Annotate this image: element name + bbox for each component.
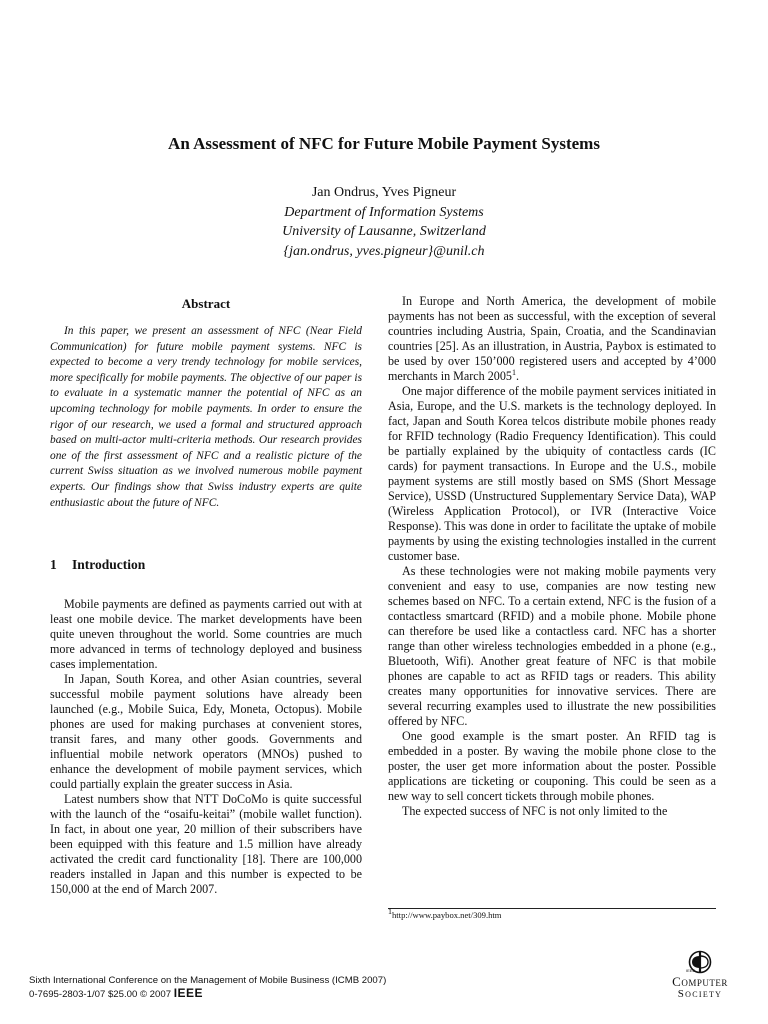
copyright-line — [29, 987, 386, 1001]
conference-footer — [29, 975, 386, 1001]
body-paragraph — [388, 294, 716, 384]
body-paragraph: One good example is the smart poster. An RFID tag is embedded in a poster. By waving the mobile phone close to the poster, the user get more information about the poster. Possible applications are ticketing or couponing. This could be seen as a new way to sell concert tickets through mobile phones. — [388, 729, 716, 803]
body-paragraph: Mobile payments are defined as payments carried out with at least one mobile device. The market developments have been quite uneven throughout the world. Some countries are much more advanced in terms of technology deployed and business cases implementation. — [50, 597, 362, 672]
conference-name: Sixth International Conference on the Management of Mobile Business (ICMB 2007) — [29, 975, 387, 986]
abstract-text: In this paper, we present an assessment of NFC (Near Field Communication) for future mobile payment systems. NFC is expected to become a very trendy technology for mobile services, more specifically for mobile payments. The objective of our paper is to evaluate in a systematic manner the potential of NFC as an upcoming technology for mobile payments. In order to ensure the rigor of our research, we used a formal and structured approach based on multi-actor multi-criteria methods. Our research provides one of the first assessment of NFC and a realistic picture of the current Swiss situation as we involved numerous mobile payment experts. Our findings show that Swiss industry experts are quite enthusiastic about the future of NFC. — [50, 325, 362, 509]
section-title: Introduction — [72, 557, 146, 573]
logo-line-computer: Computer — [672, 974, 728, 989]
ieee-wordmark: IEEE — [173, 986, 204, 1000]
computer-society-emblem-icon — [683, 950, 717, 974]
author-email: {jan.ondrus, yves.pigneur}@unil.ch — [283, 243, 485, 259]
paper-title: An Assessment of NFC for Future Mobile Payment Systems — [168, 134, 600, 153]
logo-line-society: Society — [677, 988, 723, 1000]
isbn-price: 0-7695-2803-1/07 $25.00 © 2007 — [29, 989, 172, 1000]
footnote-url: http://www.paybox.net/309.htm — [392, 910, 502, 920]
author-block — [0, 183, 768, 261]
section-heading — [50, 557, 362, 572]
left-column — [50, 294, 362, 897]
computer-society-logo — [650, 950, 750, 1010]
body-paragraph: One major difference of the mobile payment services initiated in Asia, Europe, and the U.S. markets is the technology deployed. In fact, Japan and South Korea telcos distribute mobile phones ready for RFID technology (Radio Frequency Identification). This could be partially explained by the ubiquity of contactless cards (IC cards) for payment transactions. In Europe and the U.S., mobile payment systems are still mostly based on SMS (Short Message Service), USSD (Unstructured Supplementary Service Data), WAP (Wireless Application Protocol), or IVR (Interactive Voice Response). This was done in order to facilitate the uptake of mobile payments by using the existing technologies installed in the current customer base. — [388, 384, 716, 563]
body-paragraph: Latest numbers show that NTT DoCoMo is quite successful with the launch of the “osaifu-keitai” (mobile wallet function). In fact, in about one year, 20 million of their subscribers have been equipped with this feature and 1.5 million have already activated the credit card functionality [18]. There are 100,000 readers installed in Japan and this number is expected to be 150,000 at the end of March 2007. — [50, 792, 362, 897]
footnote-ref: 1 — [511, 367, 516, 377]
author-names: Jan Ondrus, Yves Pigneur — [311, 185, 457, 200]
right-column — [388, 294, 716, 819]
abstract-heading: Abstract — [181, 296, 231, 311]
paragraph-text: In Europe and North America, the development of mobile payments has not been as successful, with the exception of several countries including Austria, Spain, Croatia, and the Scandinavian countries [25]. As an illustration, in Austria, Paybox is estimated to be used by over 150’000 registered users and accepted by 4’000 merchants in March 2005 — [388, 294, 716, 383]
footnote — [388, 908, 716, 920]
body-paragraph: The expected success of NFC is not only limited to the — [402, 804, 668, 818]
author-department: Department of Information Systems — [284, 204, 484, 220]
body-paragraph: As these technologies were not making mobile payments very convenient and easy to use, companies are now testing new schemes based on NFC. To a certain extend, NFC is the fusion of a contactless smartcard (RFID) and a mobile phone. Mobile phone can therefore be used like a contactless card. NFC has a shorter range than other wireless technologies embedded in a phone (e.g., Bluetooth, Wifi). Another great feature of NFC is that mobile phones are capable to act as RFID tags or readers. This ability creates many opportunities for innovative services. There are several recurring examples used to illustrate the new possibilities offered by NFC. — [388, 564, 716, 728]
logo-ieee-text: IEEE — [686, 968, 696, 973]
author-university: University of Lausanne, Switzerland — [282, 224, 486, 239]
body-paragraph: In Japan, South Korea, and other Asian countries, several successful mobile payment solutions have already been launched (e.g., Mobile Suica, Edy, Moneta, Octopus). Mobile phones are used for making purchases at convenient stores, transit fares, and many other goods. Governments and influential mobile network operators (MNOs) pushed to enhance the development of mobile payment services, which could partially explain the greater success in Asia. — [50, 672, 362, 792]
footnote-mark: 1 — [388, 907, 392, 917]
section-number: 1 — [50, 557, 57, 573]
paragraph-end: . — [515, 369, 519, 383]
